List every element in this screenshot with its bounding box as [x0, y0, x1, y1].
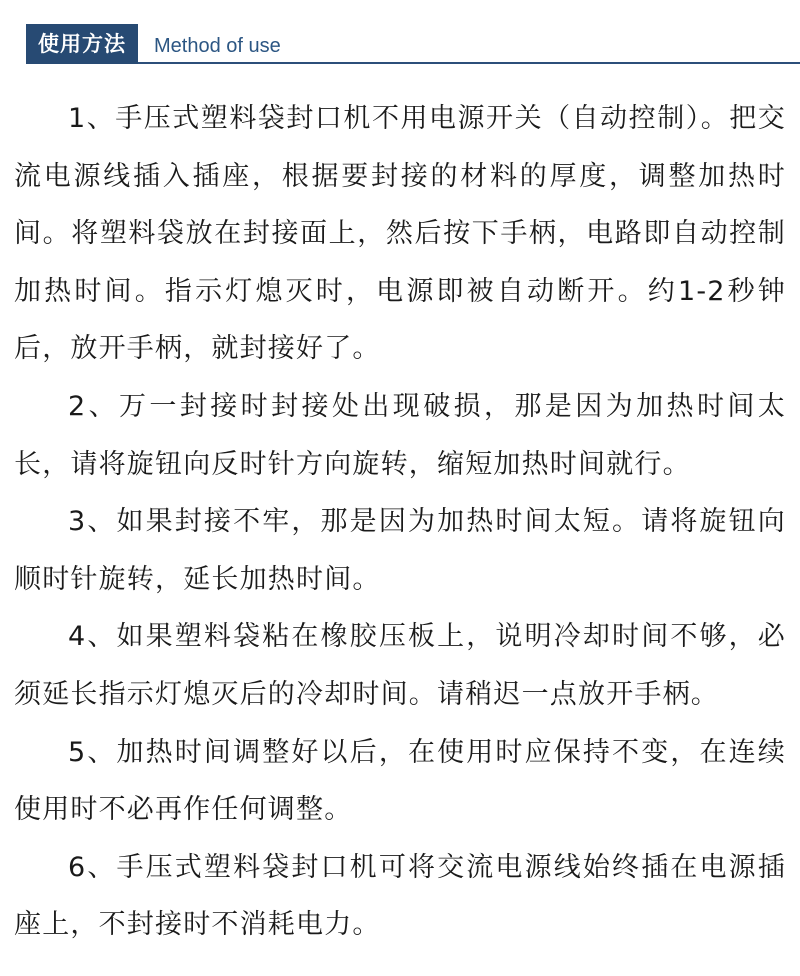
instructions-body	[14, 90, 786, 954]
instruction-step-1: 1、手压式塑料袋封口机不用电源开关（自动控制）。把交流电源线插入插座，根据要封接的材料的厚度，调整加热时间。将塑料袋放在封接面上，然后按下手柄，电路即自动控制加热时间。指示灯熄灭时，电源即被自动断开。约1-2秒钟后，放开手柄，就封接好了。	[14, 103, 786, 365]
section-header	[26, 18, 800, 64]
instruction-step-3: 3、如果封接不牢，那是因为加热时间太短。请将旋钮向顺时针旋转，延长加热时间。	[14, 506, 786, 595]
header-divider	[26, 62, 800, 64]
section-subtitle: Method of use	[154, 35, 281, 57]
instruction-step-4: 4、如果塑料袋粘在橡胶压板上，说明冷却时间不够，必须延长指示灯熄灭后的冷却时间。请稍迟一点放开手柄。	[14, 621, 786, 710]
section-title: 使用方法	[26, 24, 138, 64]
instruction-step-6: 6、手压式塑料袋封口机可将交流电源线始终插在电源插座上，不封接时不消耗电力。	[14, 851, 786, 941]
instruction-step-5: 5、加热时间调整好以后，在使用时应保持不变，在连续使用时不必再作任何调整。	[14, 736, 786, 826]
instruction-step-2: 2、万一封接时封接处出现破损，那是因为加热时间太长，请将旋钮向反时针方向旋转，缩短加热时间就行。	[14, 390, 786, 480]
